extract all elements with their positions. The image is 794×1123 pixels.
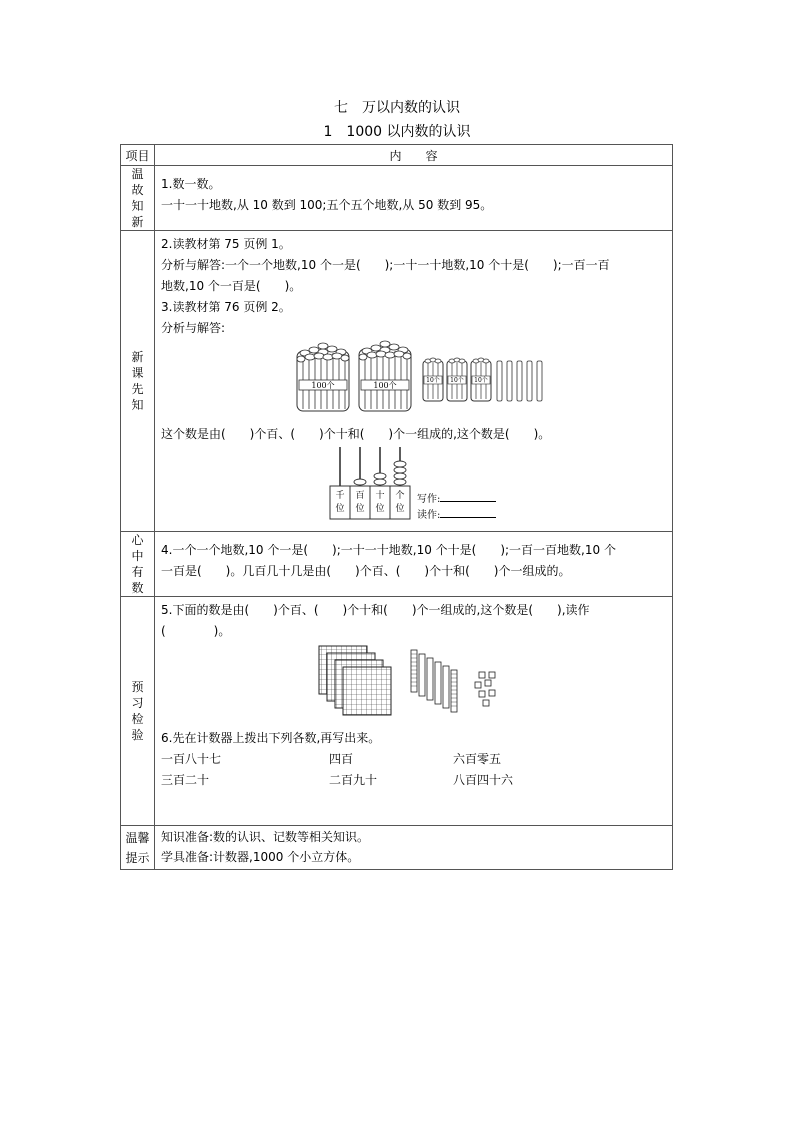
ten-rods: [411, 650, 457, 712]
new-lesson-label: 新课先知: [131, 350, 144, 412]
place-ones: 个位: [395, 491, 405, 514]
worksheet-table: [120, 144, 673, 870]
single-sticks: [497, 361, 542, 401]
numbers-row-2: [161, 770, 666, 791]
ten-bundle-2: [447, 358, 467, 401]
bundles-illustration: [161, 339, 681, 415]
preview-check-label: 预习检验: [131, 680, 144, 742]
bundle-label-ten-3: 10个: [474, 377, 488, 384]
number-item: 三百二十: [161, 773, 210, 787]
new-lesson-line-4: 3.读教材第 76 页例 2。: [161, 300, 291, 314]
takeaway-line-1: 4.一个一个地数,10 个一是( );一十一十地数,10 个十是( );一百一百地数,10 个: [161, 543, 616, 557]
bundle-label-ten-2: 10个: [450, 377, 464, 384]
takeaway-line-2: 一百是( )。几百几十几是由( )个百、( )个十和( )个一组成的。: [161, 564, 571, 578]
ten-bundle-1: [423, 358, 443, 401]
tips-line-2: 学具准备:计数器,1000 个小立方体。: [161, 850, 360, 864]
takeaway-label: 心中有数: [131, 533, 144, 595]
col-item-header: 项目: [121, 145, 155, 166]
new-lesson-line-2: 分析与解答:一个一个地数,10 个一是( );一十一十地数,10 个十是( );一百一百: [161, 258, 610, 272]
number-item: 六百零五: [453, 752, 502, 766]
tips-row: [121, 826, 673, 870]
read-label: 读作:: [417, 510, 441, 521]
blocks-illustration: [161, 644, 681, 724]
number-item: 四百: [329, 752, 354, 766]
new-lesson-line-3: 地数,10 个一百是( )。: [161, 279, 302, 293]
unit-cubes: [475, 672, 495, 706]
hundred-bundle-1: [297, 343, 349, 411]
q5-line-1: 5.下面的数是由( )个百、( )个十和( )个一组成的,这个数是( ),读作: [161, 603, 590, 617]
new-lesson-line-5: 分析与解答:: [161, 321, 226, 335]
col-content-header: 内 容: [155, 145, 673, 166]
review-row: [121, 166, 673, 231]
hundred-bundle-2: [359, 341, 411, 411]
tips-label-top: 温馨: [125, 830, 150, 845]
abacus-place-labels: [330, 490, 410, 516]
section-title: 1 1000 以内数的认识: [323, 124, 471, 140]
place-thousands: 千位: [335, 491, 345, 514]
takeaway-row: [121, 532, 673, 597]
preview-check-row: [121, 597, 673, 826]
tips-label-bottom: 提示: [125, 850, 150, 865]
number-item: 八百四十六: [453, 773, 514, 787]
read-answer-line[interactable]: [440, 507, 496, 518]
header-row: [121, 145, 673, 166]
ten-bundle-3: [471, 358, 491, 401]
composition-question: 这个数是由( )个百、( )个十和( )个一组成的,这个数是( )。: [161, 427, 551, 441]
q6-instruction: 6.先在计数器上拨出下列各数,再写出来。: [161, 731, 381, 745]
number-item: 二百九十: [329, 773, 378, 787]
place-tens: 十位: [375, 491, 385, 514]
tips-line-1: 知识准备:数的认识、记数等相关知识。: [161, 830, 370, 844]
new-lesson-line-1: 2.读教材第 75 页例 1。: [161, 237, 291, 251]
chapter-title: 七 万以内数的认识: [334, 100, 460, 116]
review-line-2: 一十一十地数,从 10 数到 100;五个五个地数,从 50 数到 95。: [161, 198, 493, 212]
review-label: 温故知新: [131, 167, 144, 229]
hundred-flats: [319, 646, 391, 715]
review-line-1: 1.数一数。: [161, 177, 221, 191]
write-answer-line[interactable]: [440, 491, 496, 502]
bundle-label-ten-1: 10个: [426, 377, 440, 384]
q5-line-2: ( )。: [161, 624, 231, 638]
bundle-label-hundred-2: 100个: [373, 381, 397, 390]
bundle-label-hundred-1: 100个: [311, 381, 335, 390]
write-label: 写作:: [417, 494, 441, 505]
numbers-row-1: [161, 749, 666, 770]
number-item: 一百八十七: [161, 752, 222, 766]
new-lesson-row: [121, 231, 673, 532]
place-hundreds: 百位: [355, 491, 365, 514]
